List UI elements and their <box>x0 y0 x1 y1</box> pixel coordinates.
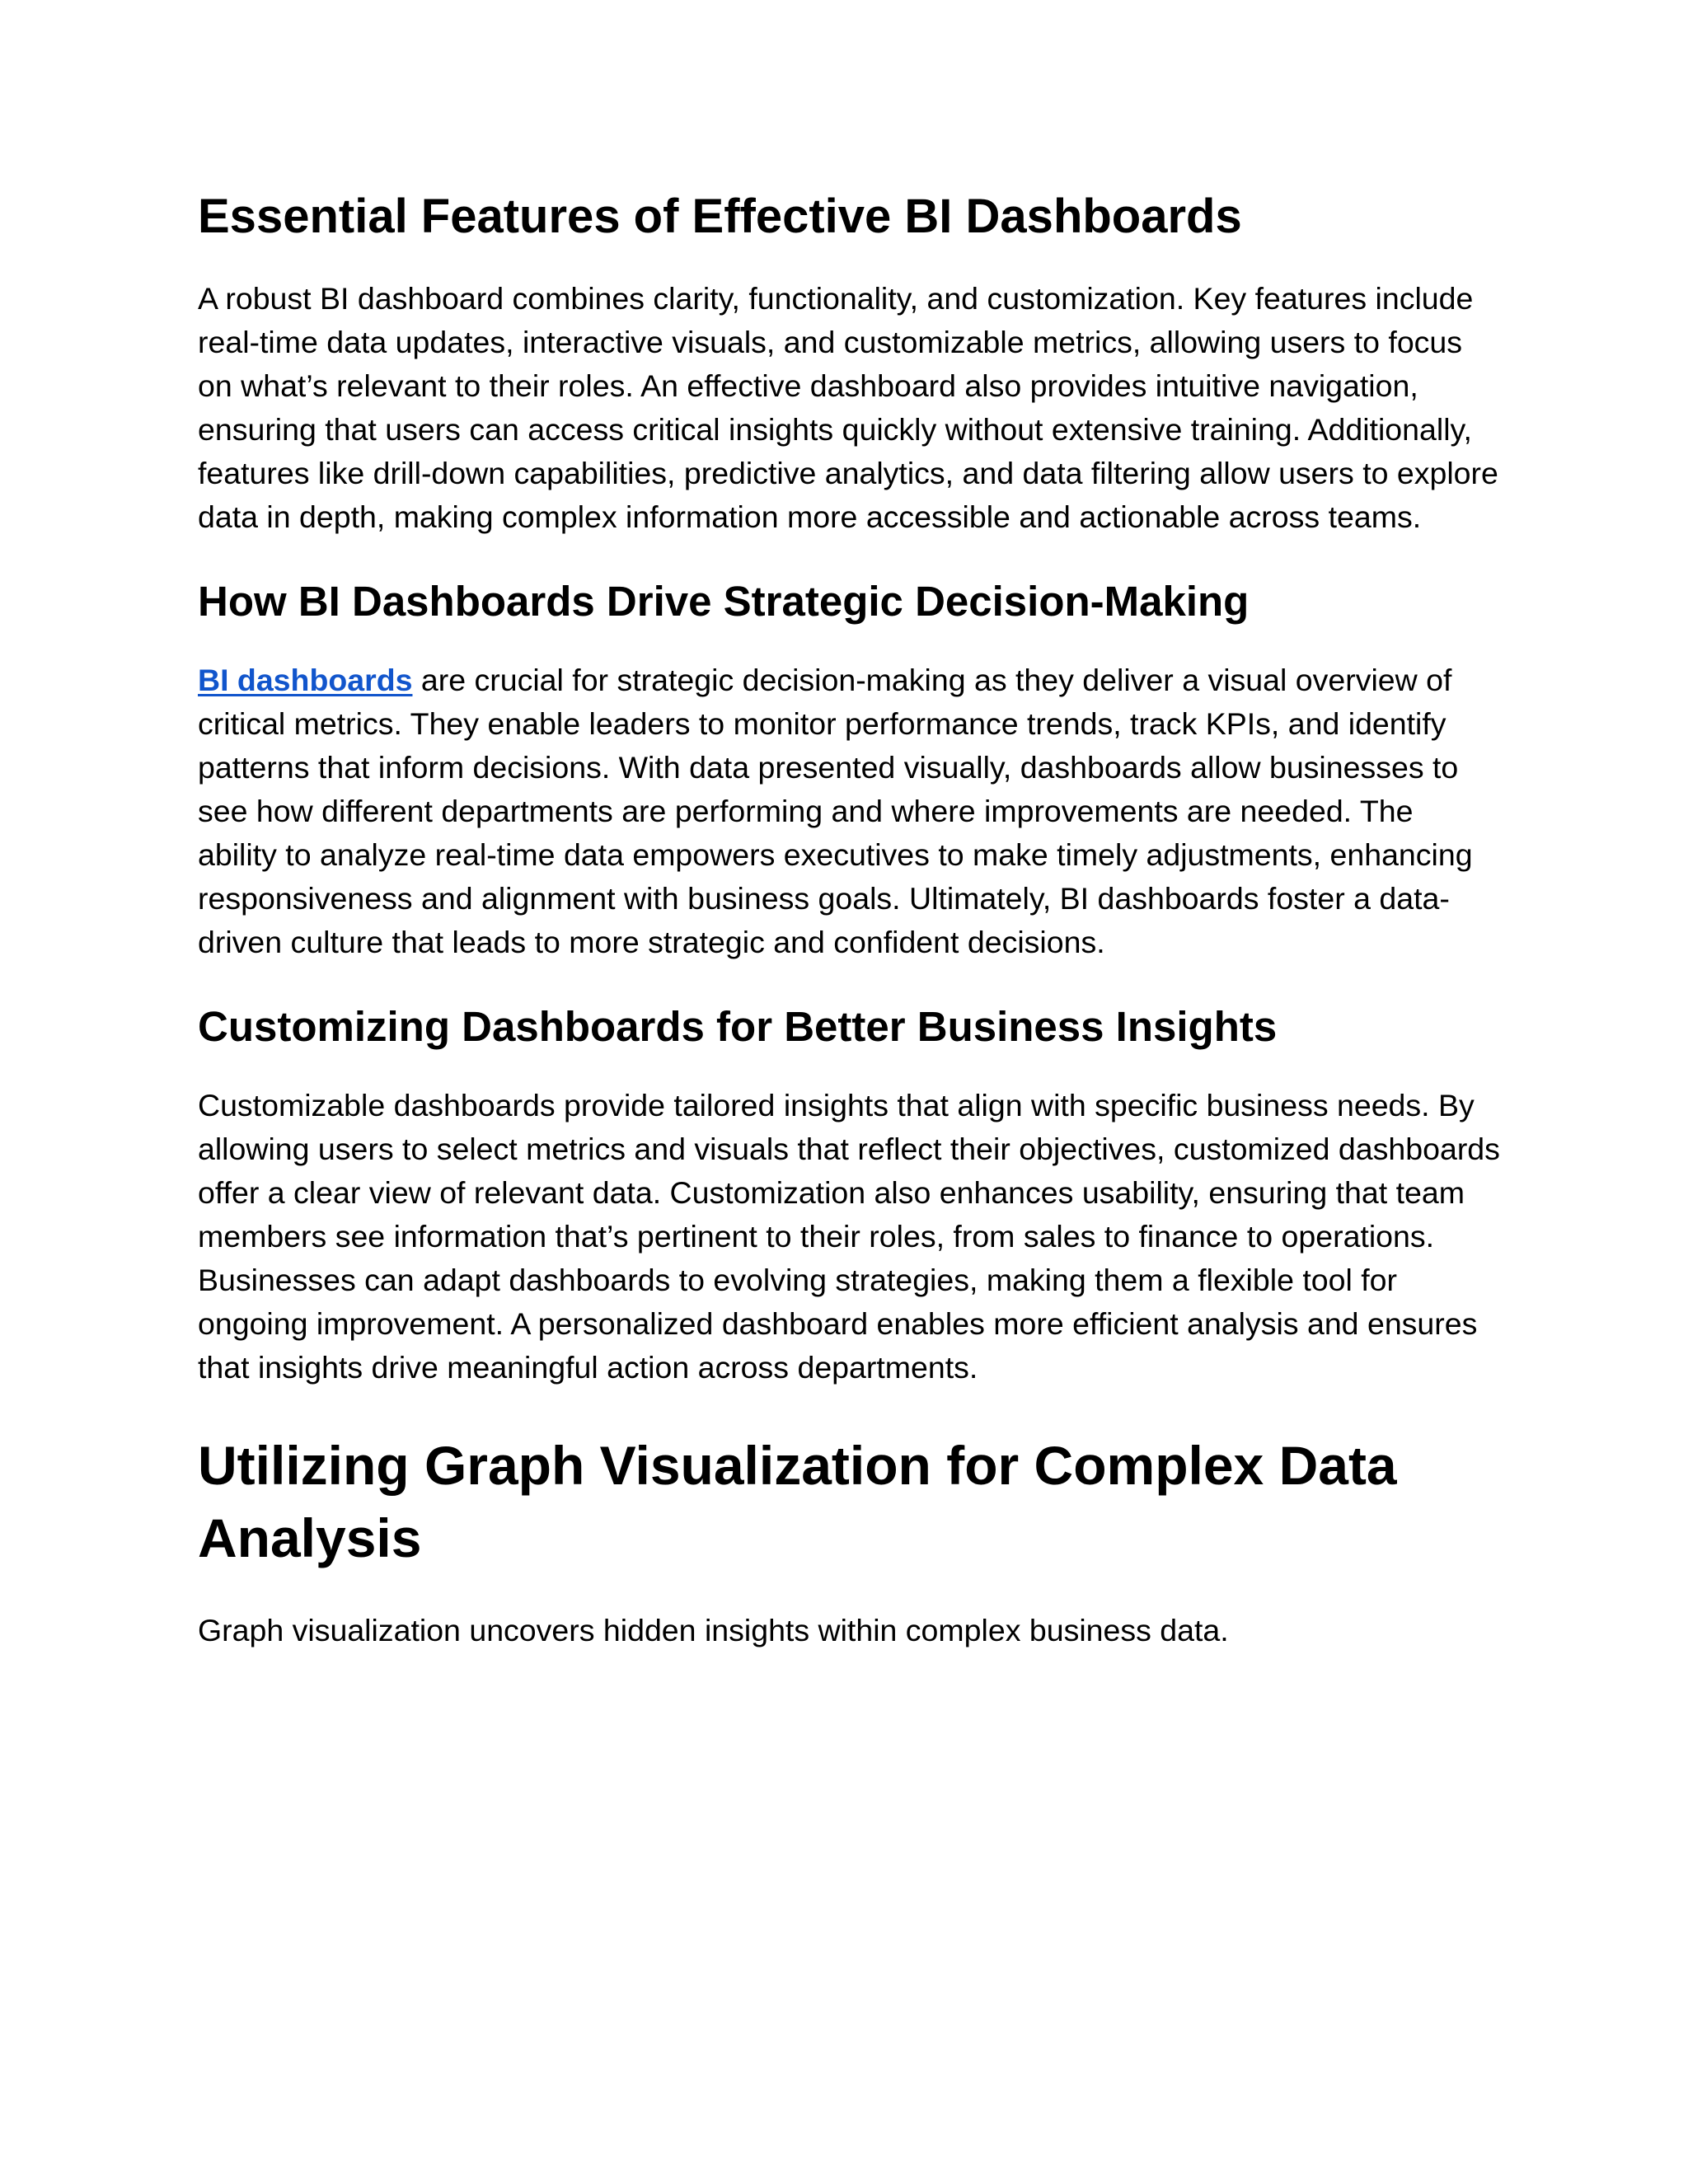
paragraph-strategic-decision-making <box>198 658 1500 964</box>
heading-strategic-decision-making: How BI Dashboards Drive Strategic Decision-Making <box>198 578 1250 625</box>
heading-customizing-dashboards: Customizing Dashboards for Better Business Insights <box>198 1003 1278 1050</box>
paragraph-essential-features: A robust BI dashboard combines clarity, functionality, and customization. Key features include real-time data updates, interactive visuals, and customizable metrics, allowing users to focus on what’s relevant to their roles. An effective dashboard also provides intuitive navigation, ensuring that users can access critical insights quickly without extensive training. Additionally, features like drill-down capabilities, predictive analytics, and data filtering allow users to explore data in depth, making complex information more accessible and actionable across teams. <box>198 281 1498 534</box>
paragraph-strategic-text: are crucial for strategic decision-making as they deliver a visual overview of critical metrics. They enable leaders to monitor performance trends, track KPIs, and identify patterns that inform decisions. With data presented visually, dashboards allow businesses to see how different departments are performing and where improvements are needed. The ability to analyze real-time data empowers executives to make timely adjustments, enhancing responsiveness and alignment with business goals. Ultimately, BI dashboards foster a data-driven culture that leads to more strategic and confident decisions. <box>198 663 1473 959</box>
document-page <box>198 188 1500 1652</box>
heading-graph-visualization: Utilizing Graph Visualization for Complex Data Analysis <box>198 1435 1397 1568</box>
bi-dashboards-link[interactable]: BI dashboards <box>198 663 413 697</box>
paragraph-graph-visualization: Graph visualization uncovers hidden insights within complex business data. <box>198 1613 1229 1647</box>
paragraph-customizing-dashboards: Customizable dashboards provide tailored insights that align with specific business needs. By allowing users to select metrics and visuals that reflect their objectives, customized dashboards offer a clear view of relevant data. Customization also enhances usability, ensuring that team members see information that’s pertinent to their roles, from sales to finance to operations. Businesses can adapt dashboards to evolving strategies, making them a flexible tool for ongoing improvement. A personalized dashboard enables more efficient analysis and ensures that insights drive meaningful action across departments. <box>198 1088 1500 1385</box>
heading-essential-features: Essential Features of Effective BI Dashboards <box>198 190 1242 243</box>
